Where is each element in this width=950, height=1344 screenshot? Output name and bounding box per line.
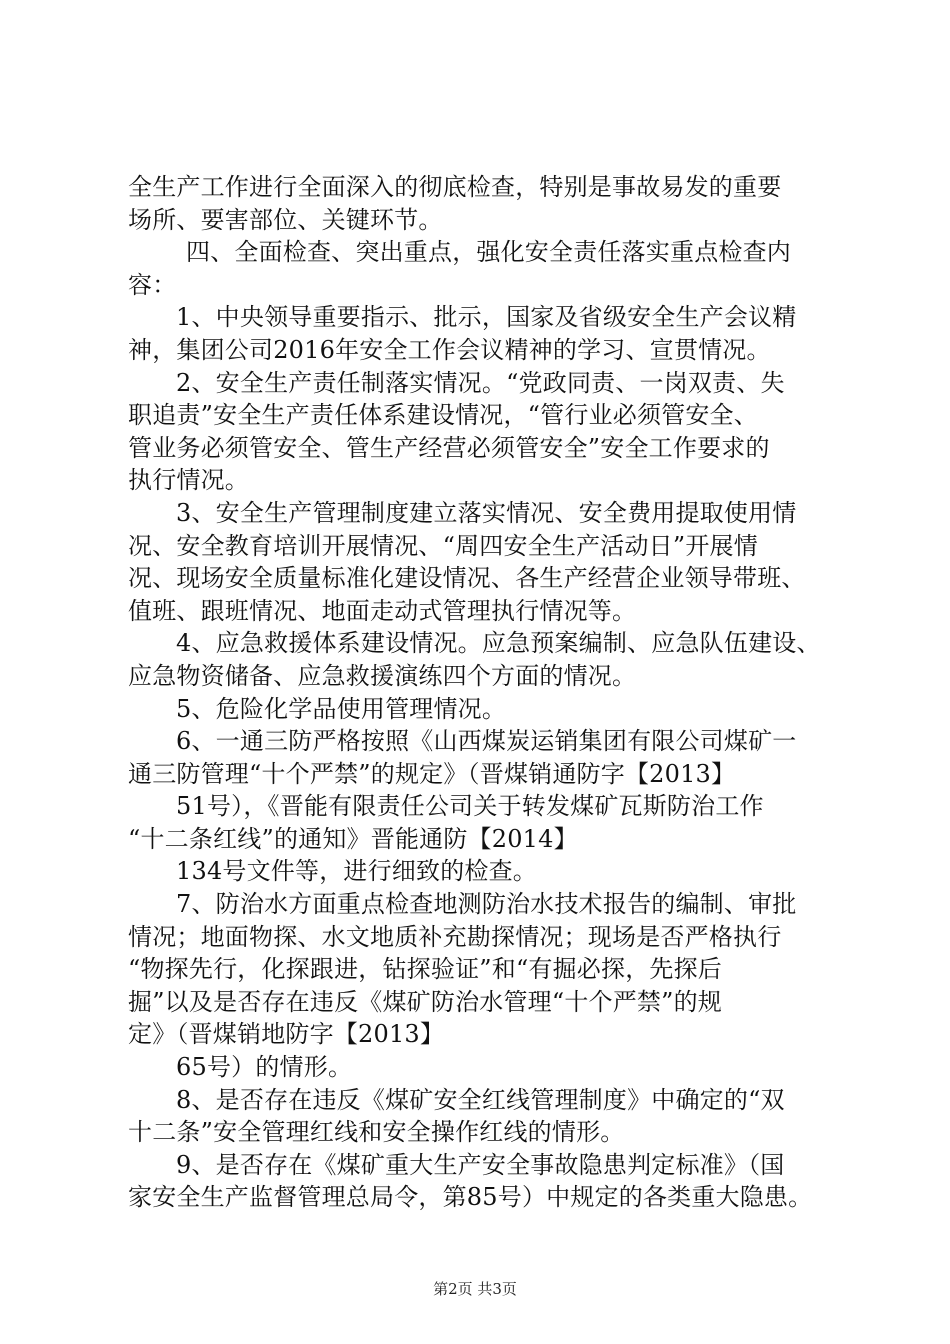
page-number-label: 第2页 共3页 <box>433 1280 517 1298</box>
text-line: 掘”以及是否存在违反《煤矿防治水管理“十个严禁”的规 <box>128 987 723 1016</box>
text-line: “物探先行，化探跟进，钻探验证”和“有掘必探，先探后 <box>128 955 723 984</box>
text-line: 况、现场安全质量标准化建设情况、各生产经营企业领导带班、 <box>128 564 806 593</box>
document-body <box>128 171 828 1214</box>
text-line: 执行情况。 <box>128 466 249 495</box>
text-line: 4、应急救援体系建设情况。应急预案编制、应急队伍建设、 <box>176 629 821 658</box>
text-line: 全生产工作进行全面深入的彻底检查，特别是事故易发的重要 <box>128 173 782 201</box>
text-line: 134号文件等，进行细致的检查。 <box>176 857 538 886</box>
text-line: 8、是否存在违反《煤矿安全红线管理制度》中确定的“双 <box>176 1085 785 1114</box>
text-line: 神，集团公司2016年安全工作会议精神的学习、宣贯情况。 <box>128 335 771 364</box>
text-line: 9、是否存在《煤矿重大生产安全事故隐患判定标准》（国 <box>176 1150 785 1179</box>
text-line: 定》（晋煤销地防字【2013】 <box>128 1020 445 1049</box>
text-line: 管业务必须管安全、管生产经营必须管安全”安全工作要求的 <box>128 433 770 462</box>
text-line: 况、安全教育培训开展情况、“周四安全生产活动日”开展情 <box>128 531 758 560</box>
text-line: 7、防治水方面重点检查地测防治水技术报告的编制、审批 <box>176 890 797 919</box>
text-line: 场所、要害部位、关键环节。 <box>128 205 443 234</box>
text-line: 51号），《晋能有限责任公司关于转发煤矿瓦斯防治工作 <box>176 792 764 821</box>
text-line: 65号）的情形。 <box>176 1053 353 1082</box>
text-line: “十二条红线”的通知》晋能通防【2014】 <box>128 824 578 853</box>
text-line: 值班、跟班情况、地面走动式管理执行情况等。 <box>128 596 637 625</box>
text-line: 3、安全生产管理制度建立落实情况、安全费用提取使用情 <box>176 498 797 527</box>
text-line: 十二条”安全管理红线和安全操作红线的情形。 <box>128 1118 625 1147</box>
text-line: 容： <box>128 270 177 299</box>
text-line: 5、危险化学品使用管理情况。 <box>176 694 507 723</box>
text-line: 应急物资储备、应急救援演练四个方面的情况。 <box>128 661 637 690</box>
text-line: 2、安全生产责任制落实情况。“党政同责、一岗双责、失 <box>176 368 785 397</box>
page-footer <box>0 1278 950 1299</box>
text-line: 职追责”安全生产责任体系建设情况，“管行业必须管安全、 <box>128 401 758 430</box>
text-line: 家安全生产监督管理总局令，第85号）中规定的各类重大隐患。 <box>128 1183 813 1212</box>
text-line: 6、一通三防严格按照《山西煤炭运销集团有限公司煤矿一 <box>176 727 797 756</box>
text-line: 情况；地面物探、水文地质补充勘探情况；现场是否严格执行 <box>128 922 782 951</box>
text-line: 通三防管理“十个严禁”的规定》（晋煤销通防字【2013】 <box>128 759 736 788</box>
text-line: 四、全面检查、突出重点，强化安全责任落实重点检查内 <box>186 238 791 267</box>
text-line: 1、中央领导重要指示、批示，国家及省级安全生产会议精 <box>176 303 797 332</box>
